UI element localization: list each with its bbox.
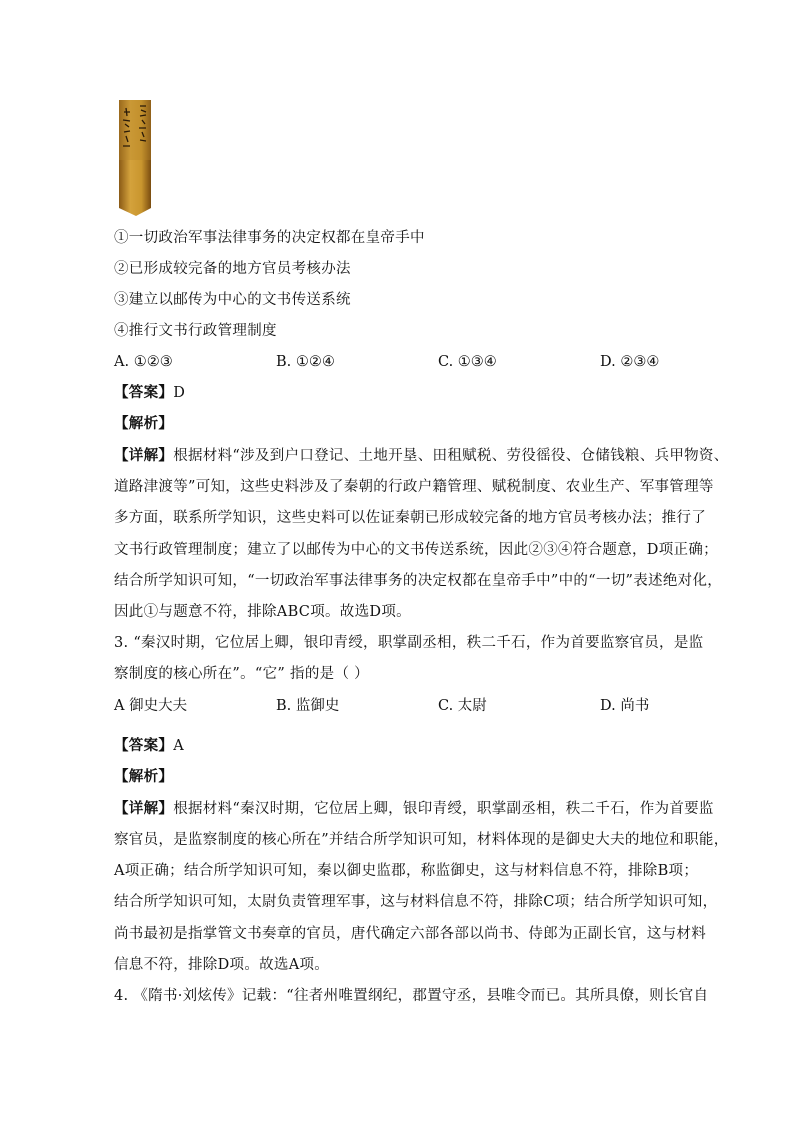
q3-detail-line: 尚书最初是指掌管文书奏章的官员，唐代确定六部各部以尚书、侍郎为正副长官，这与材料 [114,926,706,942]
detail-tag: 【详解】 [114,800,174,817]
statement-1: ①一切政治军事法律事务的决定权都在皇帝手中 [114,230,425,246]
q3-option-a: A 御史大夫 [114,698,188,714]
q3-stem: 3. “秦汉时期，它位居上卿，银印青绶，职掌副丞相，秩二千石，作为首要监察官员，是监 [114,635,704,651]
q2-detail-line: 道路津渡等”可知，这些史料涉及了秦朝的行政户籍管理、赋税制度、农业生产、军事管理等 [114,479,714,495]
q3-detail-line: 信息不符，排除D项。故选A项。 [114,957,330,973]
answer-value: D [173,385,186,401]
q3-option-b: B. 监御史 [276,698,340,714]
statement-4: ④推行文书行政管理制度 [114,323,277,339]
answer-tag: 【答案】 [114,384,174,401]
q2-detail-line: 多方面，联系所学知识，这些史料可以佐证秦朝已形成较完备的地方官员考核办法；推行了 [114,510,706,526]
bamboo-slip-image [118,100,152,216]
answer-tag: 【答案】 [114,737,174,754]
q3-analysis-tag: 【解析】 [114,768,174,785]
q2-option-a: A. ①②③ [114,354,173,370]
q2-detail-line: 结合所学知识可知，“一切政治军事法律事务的决定权都在皇帝手中”中的“一切”表述绝对化， [114,573,723,589]
q2-detail-line [114,446,729,466]
q4-stem: 4. 《隋书·刘炫传》记载：“往者州唯置纲纪，郡置守丞，县唯令而已。其所具僚，则长官自 [114,988,709,1004]
q2-option-b: B. ①②④ [276,354,335,370]
q3-detail-line [114,799,714,819]
detail-text: 根据材料“涉及到户口登记、土地开垦、田租赋税、劳役徭役、仓储钱粮、兵甲物资、 [173,448,729,464]
q2-detail-line: 因此①与题意不符，排除ABC项。故选D项。 [114,604,411,620]
q2-option-c: C. ①③④ [438,354,497,370]
q2-option-d: D. ②③④ [600,354,660,370]
statement-3: ③建立以邮传为中心的文书传送系统 [114,292,351,308]
q3-stem: 察制度的核心所在”。“它” 指的是（ ） [114,666,369,682]
q3-detail-line: 结合所学知识可知，太尉负责管理军事，这与材料信息不符，排除C项；结合所学知识可知， [114,894,718,910]
q2-detail-line: 文书行政管理制度；建立了以邮传为中心的文书传送系统，因此②③④符合题意，D项正确； [114,542,718,558]
detail-tag: 【详解】 [114,447,174,464]
q3-option-c: C. 太尉 [438,698,487,714]
q2-analysis-tag: 【解析】 [114,415,174,432]
q3-detail-line: 察官员，是监察制度的核心所在”并结合所学知识可知，材料体现的是御史大夫的地位和职能， [114,832,729,848]
q3-option-d: D. 尚书 [600,698,650,714]
q2-answer [114,383,185,403]
detail-text: 根据材料“秦汉时期，它位居上卿，银印青绶，职掌副丞相，秩二千石，作为首要监 [173,801,714,817]
statement-2: ②已形成较完备的地方官员考核办法 [114,261,351,277]
q3-detail-line: A项正确；结合所学知识可知，秦以御史监郡，称监御史，这与材料信息不符，排除B项； [114,863,699,879]
answer-value: A [173,738,184,754]
q3-answer [114,736,184,756]
